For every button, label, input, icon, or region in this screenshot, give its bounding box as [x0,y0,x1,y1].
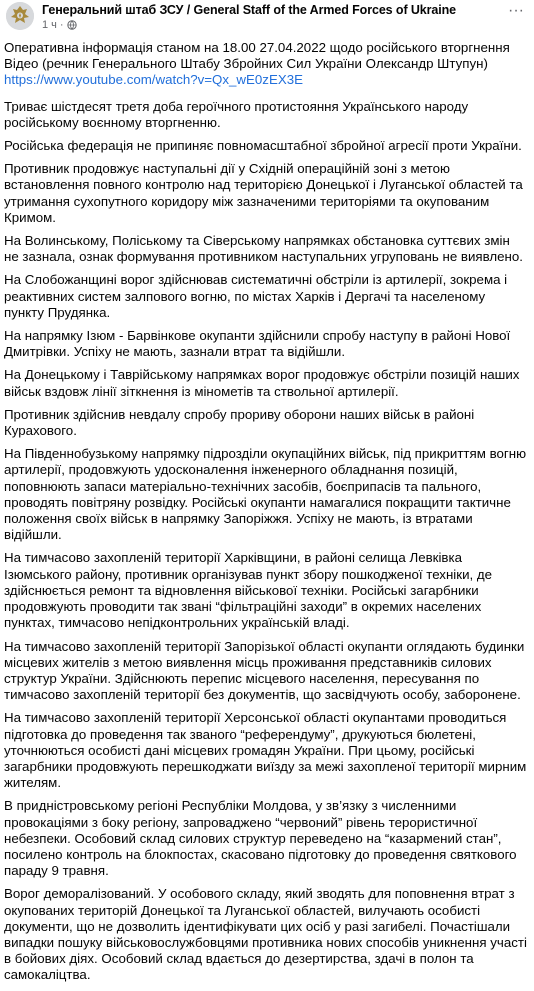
post-paragraph: На тимчасово захопленій території Запорізької області окупанти оглядають будинки місцевих жителів з метою виявлення місць проживання представників силових структур України. Здійснюють перепис місцевого населення, пересування по тимчасово захопленій території без документів, що засвідчують особу, заборонене. [4,638,525,703]
post-paragraph: На тимчасово захопленій території Харківщини, в районі селища Левківка Ізюмського району, противник організував пункт збору пошкодженої техніки, де здійснюється ремонт та відновлення військової техніки. Російські загарбники продовжують проводити так звані “фільтраційні заходи” в окремих населених пунктах, тимчасово непідконтрольних українській владі. [4,550,493,631]
post-paragraph: Триває шістдесят третя доба героїчного протистояння Українського народу російському воєнному вторгненню. [4,98,469,130]
post-time[interactable]: 1 ч [42,19,57,31]
post-header [0,0,534,34]
page-avatar[interactable] [6,2,34,30]
post-paragraph: На Слобожанщині ворог здійснював систематичні обстріли із артилерії, зокрема і реактивних систем залпового вогню, по містах Харків і Дергачі та населеному пункту Прудянка. [4,272,508,320]
meta-separator: · [59,19,64,31]
post-paragraph: Ворог деморалізований. У особового складу, який зводять для поповнення втрат з окупованих територій Донецької та Луганської областей, вилучають особисті документи, що не дозволить ідентифікувати цих осіб у разі загибелі. Почастішали випадки пошуку військовослужбовцями противника нових способів уникнення участі в бойових діях. Особовий склад вдається до дезертирства, здачі в полон та самокаліцтва. [4,886,527,983]
armed-forces-emblem-icon [6,2,34,30]
post-intro [4,40,528,89]
post-meta [42,19,77,31]
post-paragraph: На Південнобузькому напрямку підрозділи окупаційних військ, під прикриттям вогню артилерії, продовжують удосконалення інженерного обладнання позицій, поповнюють запаси матеріально-технічних засобів, боєприпасів та пального, проводять повітряну розвідку. Російські окупанти намагалися покращити тактичне положення своїх військ в напрямку Запоріжжя. Успіху не мають, із втратами відійшли. [4,446,527,543]
post-paragraph: В придністровському регіоні Республіки Молдова, у зв’язку з численними провокаціями з боку регіону, запроваджено “червоний” рівень терористичної небезпеки. Особовий склад силових структур переведено на “казармений стан”, посилено контроль на блокпостах, скасовано підготовку до проведення святкового параду 9 травня. [4,798,517,879]
post-paragraph: Противник продовжує наступальні дії у Східній операційній зоні з метою встановлення повного контролю над територією Донецької і Луганської областей та утримання сухопутного коридору між зазначеними територіями та окупованим Кримом. [4,161,523,225]
intro-line-1: Оперативна інформація станом на 18.00 27.04.2022 щодо російського вторгнення [4,40,510,55]
post-body [4,40,528,991]
post-paragraph: На Волинському, Поліському та Сіверському напрямках обстановка суттєвих змін не зазнала, ознак формування противником наступальних угруповань не виявлено. [4,233,523,265]
more-options-button[interactable]: ··· [508,2,524,19]
globe-icon [67,20,77,30]
post-paragraph: Російська федерація не припиняє повномасштабної збройної агресії проти України. [4,138,522,154]
post-paragraph: Противник здійснив невдалу спробу прориву оборони наших військ в районі Курахового. [4,406,475,439]
youtube-link[interactable]: https://www.youtube.com/watch?v=Qx_wE0zEX3E [4,72,303,88]
post-paragraph: На тимчасово захопленій території Херсонської області окупантами проводиться підготовка до проведення так званого “референдуму”, друкуються бюлетені, уточнюються особисті дані місцевих громадян України. При цьому, російські загарбники продовжують перешкоджати виїзду за межі захопленої території мирним жителям. [4,710,527,791]
post-paragraph: На напрямку Ізюм - Барвінкове окупанти здійснили спробу наступу в районі Нової Дмитрівки. Успіху не мають, зазнали втрат та відійшли. [4,328,511,360]
page-name-link[interactable]: Генеральний штаб ЗСУ / General Staff of the Armed Forces of Ukraine [42,3,457,17]
intro-line-2: Відео (речник Генерального Штабу Збройних Сил України Олександр Штупун) [4,56,488,72]
post-paragraph: На Донецькому і Таврійському напрямках ворог продовжує обстріли позицій наших військ вздовж лінії зіткнення із мінометів та ствольної артилерії. [4,367,520,399]
